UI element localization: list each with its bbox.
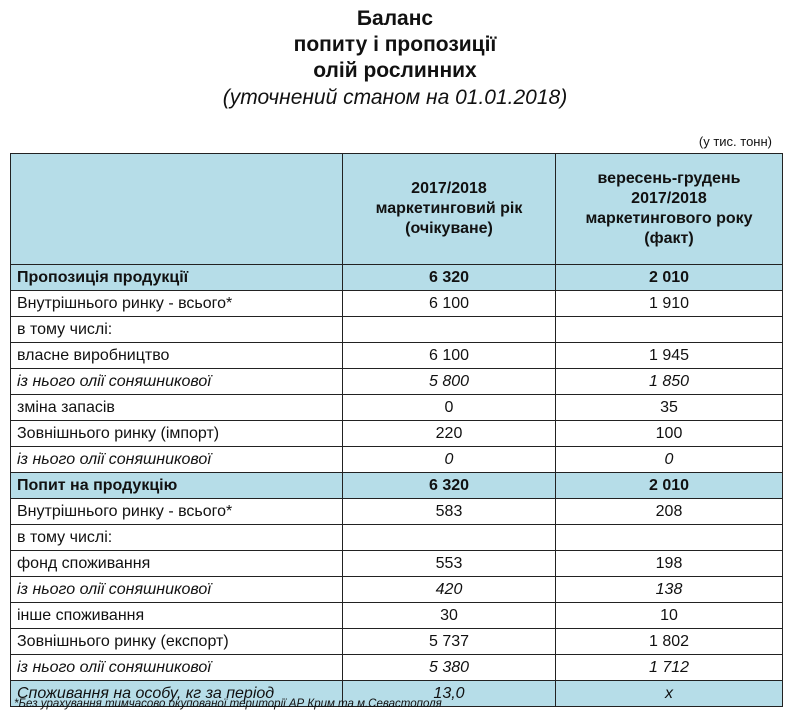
row-value-year: 6 320 (343, 473, 556, 499)
row-value-period: 0 (556, 447, 783, 473)
units-note: (у тис. тонн) (698, 134, 772, 149)
row-label: зміна запасів (11, 395, 343, 421)
row-value-year: 553 (343, 551, 556, 577)
header-year-line: маркетинговий рік (375, 200, 523, 217)
row-value-year: 0 (343, 395, 556, 421)
table-header-row (11, 154, 783, 265)
header-year-line: 2017/2018 (411, 180, 487, 197)
row-value-period: 35 (556, 395, 783, 421)
row-value-period: х (556, 681, 783, 707)
row-label: Зовнішнього ринку (імпорт) (11, 421, 343, 447)
title-line-2: попиту і пропозиції (293, 33, 497, 56)
table-row (11, 421, 783, 447)
row-label: в тому числі: (11, 317, 343, 343)
row-label: фонд споживання (11, 551, 343, 577)
title-line-3: олій рослинних (313, 59, 477, 82)
header-period-line: 2017/2018 (631, 190, 707, 207)
row-value-period: 1 945 (556, 343, 783, 369)
row-label: Попит на продукцію (11, 473, 343, 499)
table-row (11, 577, 783, 603)
row-label: Пропозиція продукції (11, 265, 343, 291)
row-value-period: 198 (556, 551, 783, 577)
row-label: із нього олії соняшникової (11, 655, 343, 681)
table-row (11, 629, 783, 655)
row-value-period: 10 (556, 603, 783, 629)
balance-table (10, 153, 783, 707)
row-label: Зовнішнього ринку (експорт) (11, 629, 343, 655)
row-value-year (343, 525, 556, 551)
header-period-line: вересень-грудень (597, 170, 741, 187)
row-value-period: 2 010 (556, 473, 783, 499)
row-value-period: 100 (556, 421, 783, 447)
row-value-period: 138 (556, 577, 783, 603)
row-label: Внутрішнього ринку - всього* (11, 499, 343, 525)
table-row (11, 499, 783, 525)
row-value-year (343, 317, 556, 343)
row-value-period: 1 850 (556, 369, 783, 395)
row-value-year: 5 380 (343, 655, 556, 681)
table-row (11, 655, 783, 681)
title-line-1: Баланс (356, 7, 434, 30)
header-period-line: (факт) (644, 230, 694, 247)
header-period-line: маркетингового року (585, 210, 753, 227)
row-label: інше споживання (11, 603, 343, 629)
table-body (11, 265, 783, 707)
header-indicator (11, 154, 343, 265)
row-value-year: 6 100 (343, 343, 556, 369)
row-value-year: 30 (343, 603, 556, 629)
table-row (11, 265, 783, 291)
row-value-year: 5 800 (343, 369, 556, 395)
balance-table-wrap (10, 153, 783, 707)
row-value-year: 220 (343, 421, 556, 447)
table-row (11, 395, 783, 421)
table-row (11, 603, 783, 629)
row-value-period: 1 712 (556, 655, 783, 681)
row-label: із нього олії соняшникової (11, 447, 343, 473)
row-value-year: 5 737 (343, 629, 556, 655)
row-label: Внутрішнього ринку - всього* (11, 291, 343, 317)
header-year (343, 154, 556, 265)
row-value-year: 420 (343, 577, 556, 603)
row-label: із нього олії соняшникової (11, 369, 343, 395)
title-block (0, 6, 790, 112)
row-value-period: 2 010 (556, 265, 783, 291)
table-row (11, 551, 783, 577)
row-value-year: 6 320 (343, 265, 556, 291)
row-value-period: 1 802 (556, 629, 783, 655)
table-row (11, 369, 783, 395)
row-value-year: 13,0 (343, 681, 556, 707)
footnote: *Без урахування тимчасово окупованої території АР Крим та м.Севастополя (14, 698, 442, 710)
row-value-year: 583 (343, 499, 556, 525)
table-row (11, 317, 783, 343)
row-label: в тому числі: (11, 525, 343, 551)
table-row (11, 291, 783, 317)
row-value-period (556, 317, 783, 343)
row-label: власне виробництво (11, 343, 343, 369)
table-row (11, 473, 783, 499)
header-period (556, 154, 783, 265)
title-subtitle: (уточнений станом на 01.01.2018) (222, 86, 568, 109)
row-label: Споживання на особу, кг за період (11, 681, 343, 707)
header-year-line: (очікуване) (405, 220, 493, 237)
row-value-year: 0 (343, 447, 556, 473)
table-row (11, 447, 783, 473)
row-value-period (556, 525, 783, 551)
table-row (11, 525, 783, 551)
row-value-year: 6 100 (343, 291, 556, 317)
row-value-period: 208 (556, 499, 783, 525)
table-row (11, 343, 783, 369)
row-value-period: 1 910 (556, 291, 783, 317)
row-label: із нього олії соняшникової (11, 577, 343, 603)
